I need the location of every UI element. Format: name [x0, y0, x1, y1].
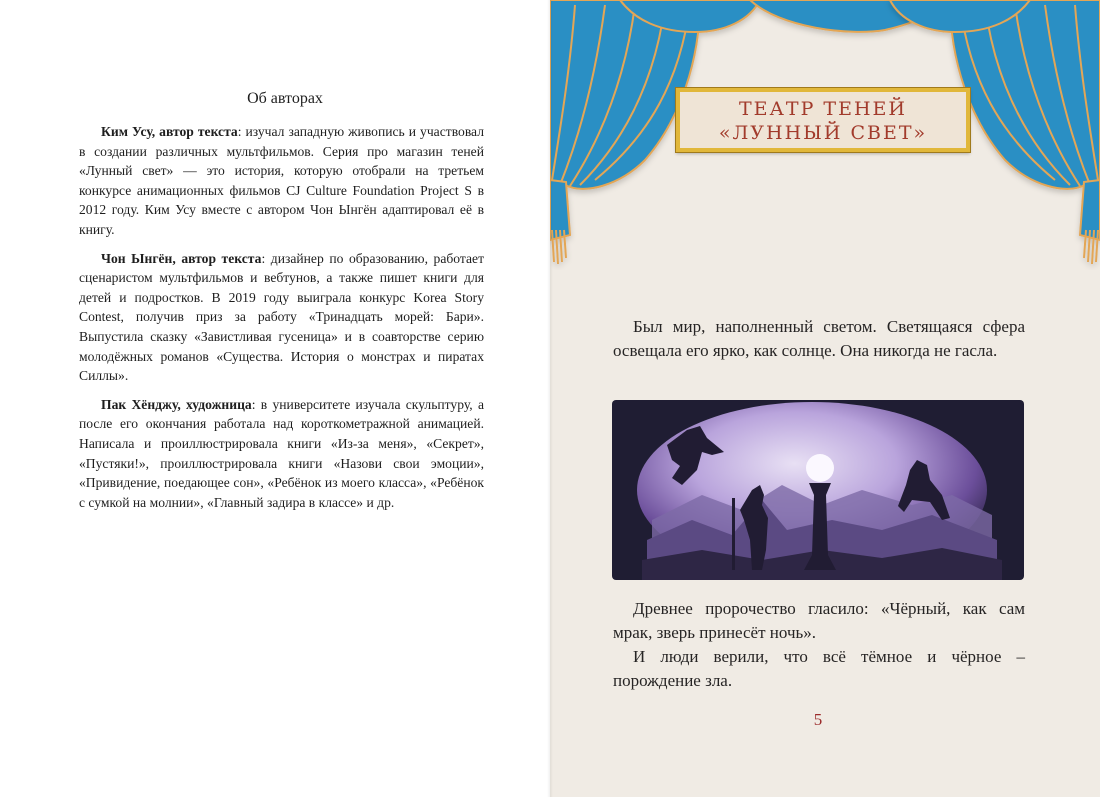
author-bio-text: : дизайнер по образованию, работает сценаристом мультфильмов и вебтунов, а также пишет книги для детей и подростков. В 2019 году выиграла конкурс Korea Story Contest, получив приз за работу «Тринадцать морей: Бари». Выпустила сказку «Завистливая гусеница» и в соавторстве серию молодёжных романов «Существа. История о монстрах и пиратах Силлы».	[79, 250, 485, 384]
story-paragraph: Древнее пророчество гласило: «Чёрный, как сам мрак, зверь принесёт ночь».	[613, 599, 1025, 642]
right-page	[550, 0, 1100, 797]
book-spine-divider	[547, 0, 553, 797]
authors-section	[79, 122, 484, 521]
sign-title-line-1: ТЕАТР ТЕНЕЙ	[739, 98, 907, 120]
story-text-bottom	[613, 597, 1025, 693]
sign-title-line-2: «ЛУННЫЙ СВЕТ»	[718, 122, 928, 144]
theatre-title-sign	[676, 88, 970, 152]
author-bio	[79, 395, 484, 513]
author-bio	[79, 122, 484, 240]
author-name: Чон Ынгён, автор текста	[101, 250, 262, 266]
author-bio-text: : изучал западную живопись и участвовал в создании различных мультфильмов. Серия про магазин теней «Лунный свет» — это история, которую отобрали на третьем конкурсе анимационных фильмов CJ Culture Foundation Project S в 2012 году. Ким Усу вместе с автором Чон Ынгён адаптировал её в книгу.	[79, 124, 484, 237]
author-name: Пак Хёнджу, художница	[101, 396, 252, 412]
author-bio-text: : в университете изучала скульптуру, а после его окончания работала над короткометражной анимацией. Написала и проиллюстрировала книги «Из-за меня», «Секрет», «Пустяки!», проиллюстрировала книги «Назови свои эмоции», «Привидение, поедающее сон», «Ребёнок из моего класса», «Ребёнок с сумкой на молнии», «Главный задира в классе» и др.	[79, 396, 484, 510]
page-number: 5	[813, 710, 823, 729]
shadow-theatre-illustration-icon	[612, 400, 1024, 580]
author-name: Ким Усу, автор текста	[101, 124, 238, 139]
story-paragraph: И люди верили, что всё тёмное и чёрное – порождение зла.	[613, 647, 1025, 690]
story-paragraph: Был мир, наполненный светом. Светящаяся сфера освещала его ярко, как солнце. Она никогда не гасла.	[613, 317, 1025, 360]
story-text-top	[613, 315, 1025, 363]
author-bio	[79, 249, 484, 386]
authors-heading: Об авторах	[247, 90, 323, 107]
